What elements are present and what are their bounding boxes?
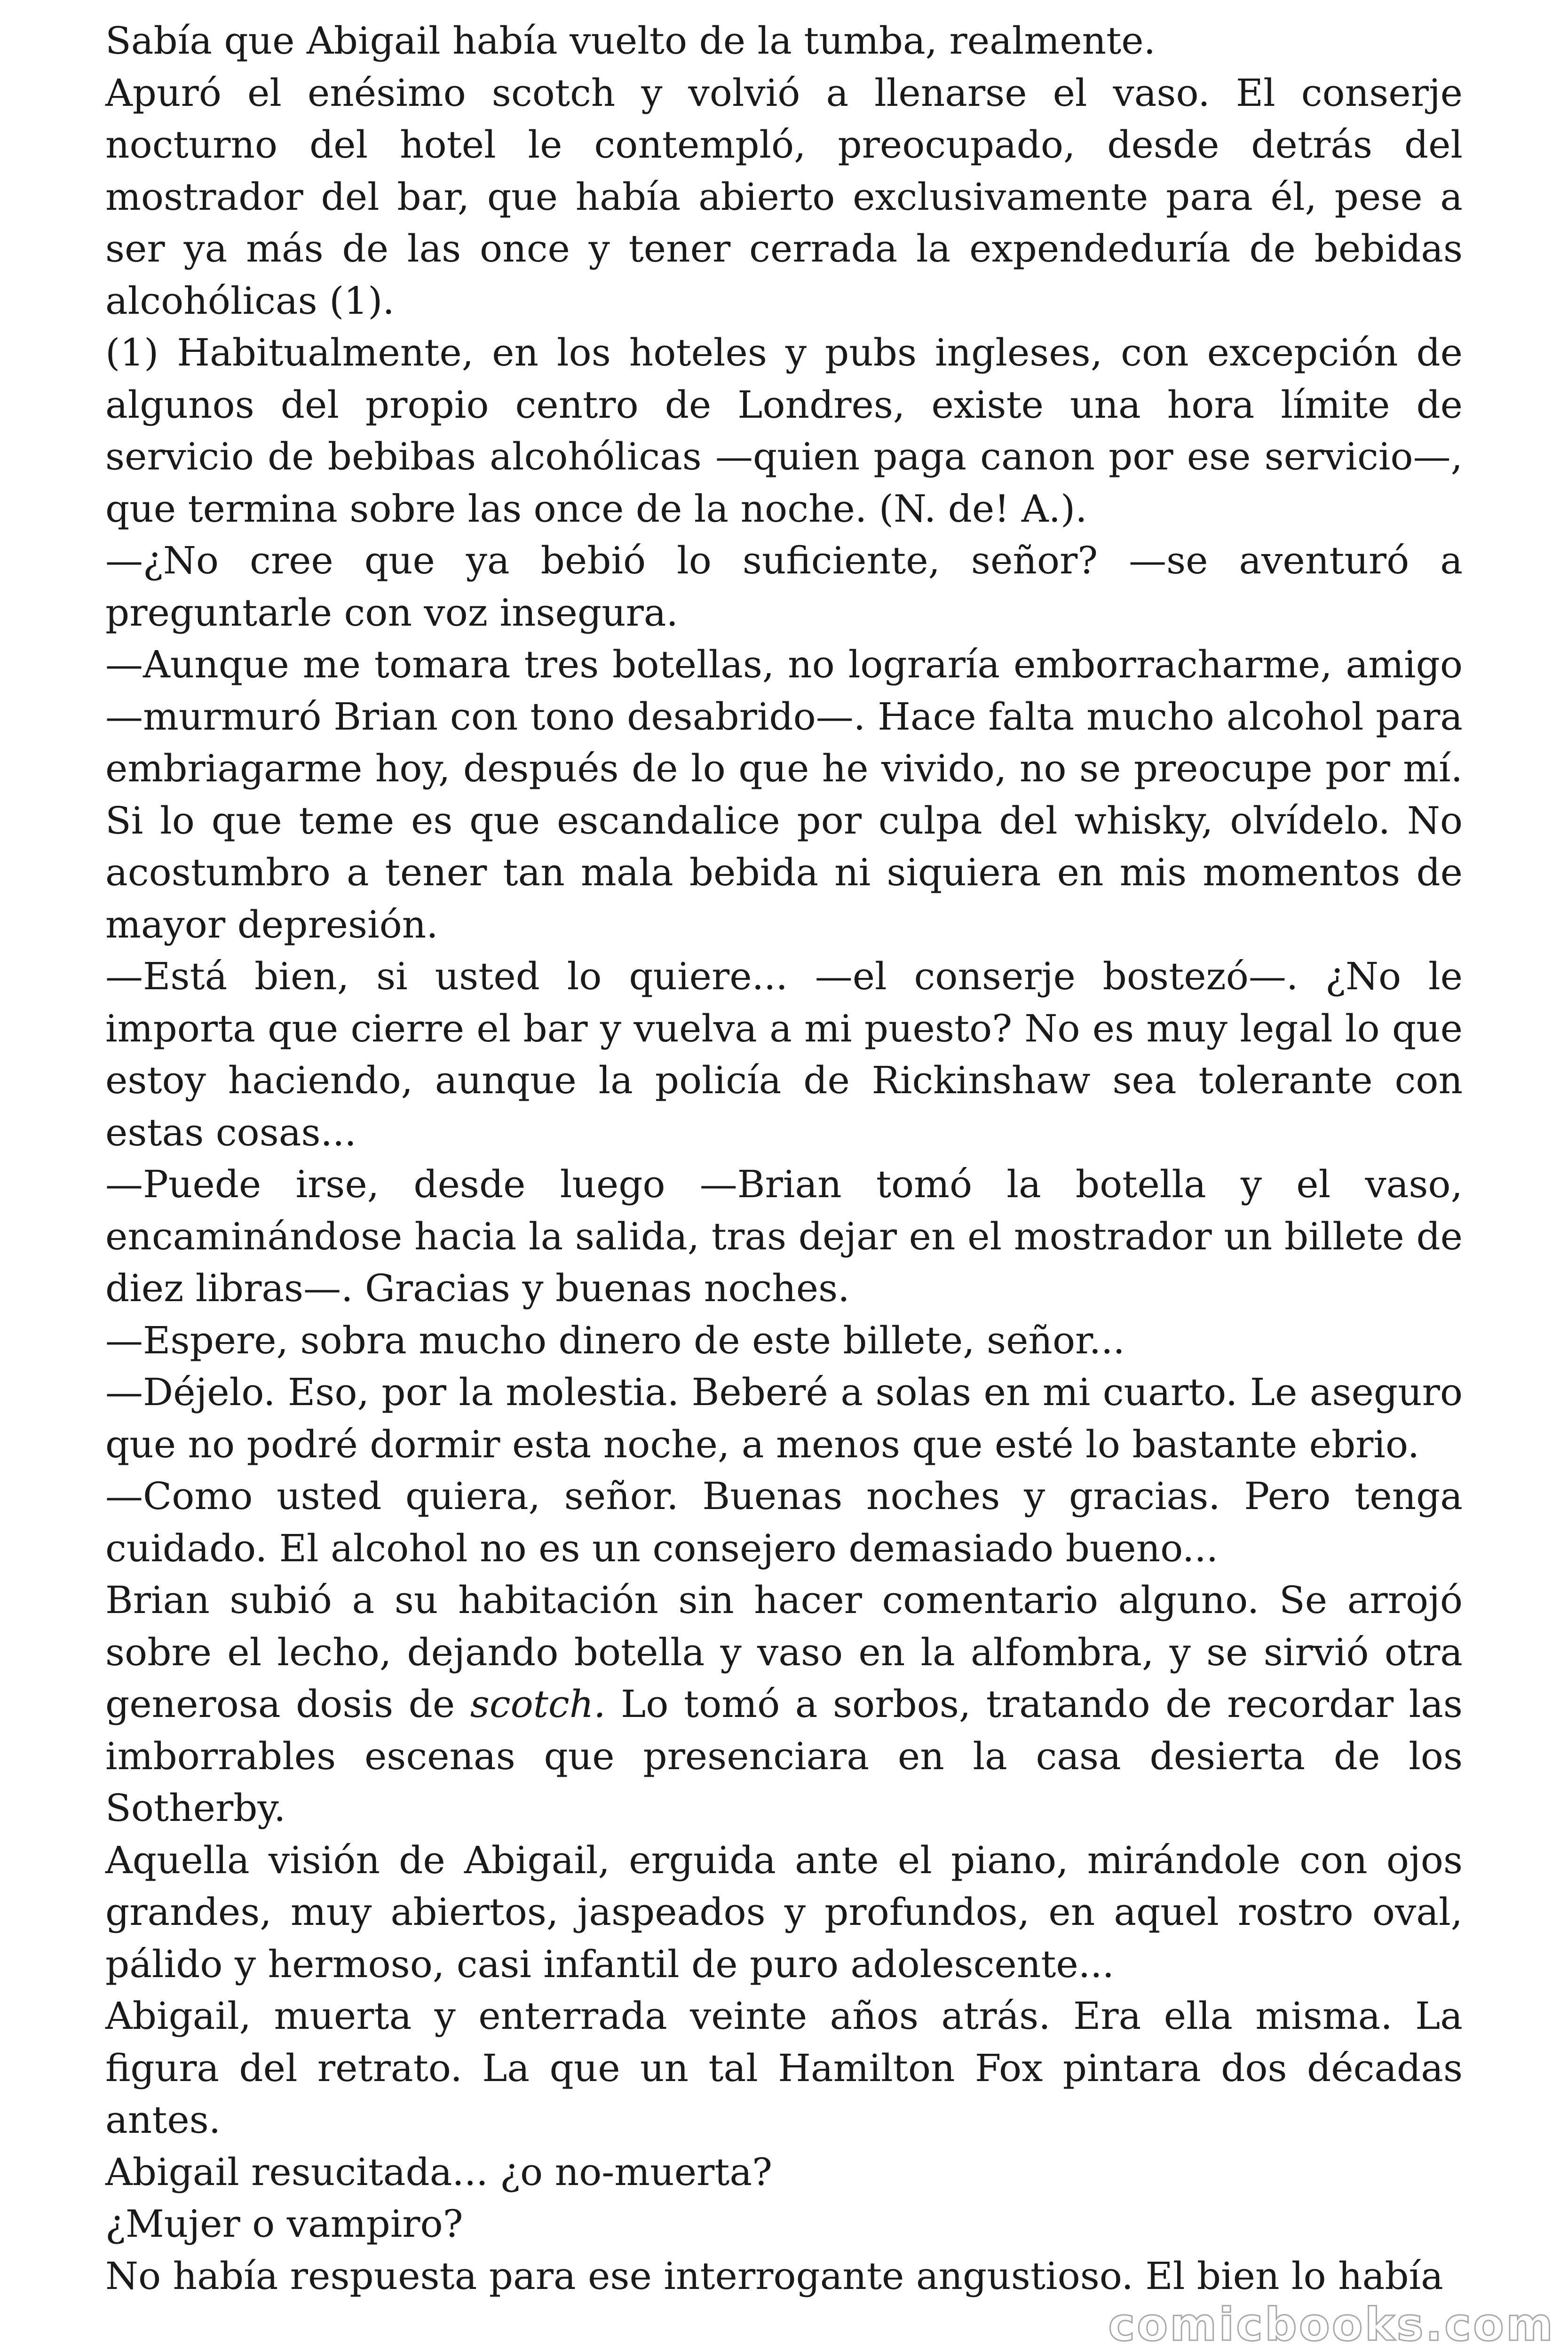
paragraph-with-italic (105, 1574, 1463, 1835)
paragraph: —Déjelo. Eso, por la molestia. Beberé a solas en mi cuarto. Le aseguro que no podré dormir esta noche, a menos que esté lo bastante ebrio. (105, 1370, 1463, 1466)
document-page (105, 15, 1463, 2339)
paragraph: —¿No cree que ya bebió lo suficiente, señor? —se aventuró a preguntarle con voz insegura. (105, 539, 1463, 635)
paragraph-text-before: Brian subió a su habitación sin hacer comentario alguno. Se arrojó sobre el lecho, dejando botella y vaso en la alfombra, y se sirvió otra generosa dosis de (105, 1578, 1463, 1726)
paragraph: —Espere, sobra mucho dinero de este billete, señor... (105, 1318, 1125, 1362)
italic-word: scotch. (470, 1682, 606, 1726)
footnote-paragraph: (1) Habitualmente, en los hoteles y pubs ingleses, con excepción de algunos del propio centro de Londres, existe una hora límite de servicio de bebibas alcohólicas —quien paga canon por ese servicio—, que termina sobre las once de la noche. (N. de! A.). (105, 331, 1463, 531)
paragraph: Abigail, muerta y enterrada veinte años atrás. Era ella misma. La figura del retrato. La que un tal Hamilton Fox pintara dos décadas antes. (105, 1994, 1463, 2142)
paragraph: ¿Mujer o vampiro? (105, 2202, 463, 2246)
watermark-logo: comicbooks.com (1108, 2298, 1555, 2351)
paragraph: —Puede irse, desde luego —Brian tomó la botella y el vaso, encaminándose hacia la salida, tras dejar en el mostrador un billete de diez libras—. Gracias y buenas noches. (105, 1162, 1463, 1310)
paragraph: —Está bien, si usted lo quiere... —el conserje bostezó—. ¿No le importa que cierre el bar y vuelva a mi puesto? No es muy legal lo que estoy haciendo, aunque la policía de Rickinshaw sea tolerante con estas cosas... (105, 954, 1463, 1154)
paragraph: Abigail resucitada... ¿o no-muerta? (105, 2150, 773, 2194)
paragraph: —Como usted quiera, señor. Buenas noches y gracias. Pero tenga cuidado. El alcohol no es un consejero demasiado bueno... (105, 1474, 1463, 1570)
paragraph: No había respuesta para ese interrogante angustioso. El bien lo había (105, 2254, 1443, 2298)
paragraph: Sabía que Abigail había vuelto de la tumba, realmente. (105, 19, 1156, 63)
paragraph: Apuró el enésimo scotch y volvió a llenarse el vaso. El conserje nocturno del hotel le contempló, preocupado, desde detrás del mostrador del bar, que había abierto exclusivamente para él, pese a ser ya más de las once y tener cerrada la expendeduría de bebidas alcohólicas (1). (105, 71, 1463, 323)
paragraph-text-after: Lo tomó a sorbos, tratando de recordar las imborrables escenas que presenciara en la casa desierta de los Sotherby. (105, 1682, 1463, 1830)
paragraph: Aquella visión de Abigail, erguida ante el piano, mirándole con ojos grandes, muy abiertos, jaspeados y profundos, en aquel rostro oval, pálido y hermoso, casi infantil de puro adolescente... (105, 1838, 1463, 1986)
paragraph: —Aunque me tomara tres botellas, no lograría emborracharme, amigo —murmuró Brian con tono desabrido—. Hace falta mucho alcohol para embriagarme hoy, después de lo que he vivido, no se preocupe por mí. Si lo que teme es que escandalice por culpa del whisky, olvídelo. No acostumbro a tener tan mala bebida ni siquiera en mis momentos de mayor depresión. (105, 643, 1463, 946)
